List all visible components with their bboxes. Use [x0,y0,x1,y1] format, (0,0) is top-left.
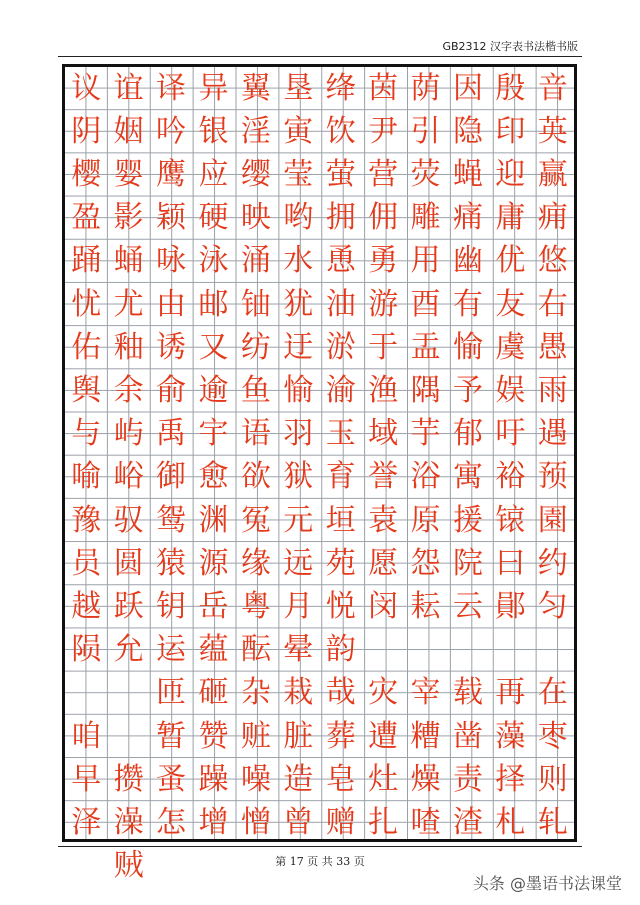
character-cell: 有 [452,286,483,322]
character-cell: 芋 [410,416,441,452]
character-cell: 愚 [537,329,568,365]
character-cell: 盈 [71,200,102,236]
character-cell: 远 [283,545,314,581]
character-cell: 咱 [71,718,102,754]
character-cell: 淤 [325,329,356,365]
character-cell: 饮 [325,113,356,149]
character-cell: 峪 [113,459,144,495]
character-cell: 营 [368,156,399,192]
character-cell: 允 [113,632,144,668]
character-cell [489,629,531,672]
character-cell: 涌 [240,243,271,279]
character-cell: 玉 [325,416,356,452]
character-cell: 匀 [537,588,568,624]
character-cell: 增 [198,804,229,840]
character-cell: 阴 [71,113,102,149]
character-cell: 陨 [71,632,102,668]
character-cell: 郁 [452,416,483,452]
character-cell: 粤 [240,588,271,624]
character-cell: 宰 [410,675,441,711]
character-cell: 猿 [156,545,187,581]
character-column [65,67,107,839]
character-cell: 鸳 [156,502,187,538]
character-cell: 铀 [240,286,271,322]
character-cell: 雕 [410,200,441,236]
character-cell: 喻 [71,459,102,495]
character-cell: 议 [71,70,102,106]
character-cell: 欲 [240,459,271,495]
character-cell: 闵 [368,588,399,624]
character-cell: 蝇 [452,156,483,192]
character-cell: 圆 [113,545,144,581]
character-cell: 蛹 [113,243,144,279]
character-cell: 浴 [410,459,441,495]
character-cell: 酉 [410,286,441,322]
character-cell: 荫 [410,70,441,106]
character-cell: 谊 [113,70,144,106]
character-column [404,67,446,839]
character-column [489,67,531,839]
character-cell: 锿 [495,502,526,538]
character-cell: 预 [537,459,568,495]
character-cell: 札 [495,804,526,840]
character-cell: 迎 [495,156,526,192]
character-cell: 域 [368,416,399,452]
character-cell: 遇 [537,416,568,452]
character-cell: 栽 [283,675,314,711]
character-cell: 钥 [156,588,187,624]
character-cell: 糟 [410,718,441,754]
character-cell: 婴 [113,156,144,192]
character-cell: 翼 [240,70,271,106]
character-cell: 恿 [325,243,356,279]
character-cell: 迂 [283,329,314,365]
character-cell: 愉 [452,329,483,365]
character-cell [362,629,404,672]
character-cell: 犹 [283,286,314,322]
character-cell: 痛 [452,200,483,236]
character-cell: 匝 [156,675,187,711]
character-cell: 脏 [283,718,314,754]
character-cell: 姻 [113,113,144,149]
character-cell: 尹 [368,113,399,149]
character-cell: 悦 [325,588,356,624]
character-cell: 雨 [537,372,568,408]
character-cell: 应 [198,156,229,192]
character-cell: 拥 [325,200,356,236]
character-cell [447,629,489,672]
character-cell: 隅 [410,372,441,408]
character-cell: 员 [71,545,102,581]
character-cell: 耘 [410,588,441,624]
character-cell: 哉 [325,675,356,711]
character-cell: 渣 [452,804,483,840]
character-cell: 荧 [410,156,441,192]
character-cell: 鹰 [156,156,187,192]
character-cell: 援 [452,502,483,538]
character-cell: 驭 [113,502,144,538]
character-cell: 佣 [368,200,399,236]
character-cell: 因 [452,70,483,106]
character-cell: 又 [198,329,229,365]
character-cell: 渝 [325,372,356,408]
character-cell: 禹 [156,416,187,452]
character-cell: 隐 [452,113,483,149]
character-cell: 尤 [113,286,144,322]
character-cell: 樱 [71,156,102,192]
character-cell: 影 [113,200,144,236]
character-cell [404,629,446,672]
character-cell: 喳 [410,804,441,840]
character-cell: 赃 [240,718,271,754]
character-cell: 萤 [325,156,356,192]
footer-rule [58,846,582,847]
character-cell: 躁 [198,761,229,797]
character-cell: 源 [198,545,229,581]
character-column [277,67,319,839]
character-cell: 择 [495,761,526,797]
character-column [107,67,149,884]
character-cell: 澡 [113,804,144,840]
character-cell: 寓 [452,459,483,495]
character-cell: 燥 [410,761,441,797]
character-cell: 引 [410,113,441,149]
character-cell: 鱼 [240,372,271,408]
character-cell [65,672,107,715]
character-cell: 云 [452,588,483,624]
character-cell: 庸 [495,200,526,236]
character-cell: 越 [71,588,102,624]
character-cell: 银 [198,113,229,149]
character-cell [107,672,149,715]
character-cell: 语 [240,416,271,452]
character-cell: 宇 [198,416,229,452]
character-cell: 幽 [452,243,483,279]
character-cell: 院 [452,545,483,581]
character-cell: 噪 [240,761,271,797]
character-cell: 与 [71,416,102,452]
character-cell: 缘 [240,545,271,581]
character-cell: 逾 [198,372,229,408]
character-cell: 颖 [156,200,187,236]
character-cell: 俞 [156,372,187,408]
character-cell: 虞 [495,329,526,365]
character-cell: 悠 [537,243,568,279]
character-cell: 釉 [113,329,144,365]
character-cell: 诱 [156,329,187,365]
header-rule [58,56,582,57]
character-cell: 泽 [71,804,102,840]
character-cell: 吁 [495,416,526,452]
character-cell: 羽 [283,416,314,452]
character-cell: 早 [71,761,102,797]
character-cell: 吟 [156,113,187,149]
character-cell: 冤 [240,502,271,538]
character-cell: 育 [325,459,356,495]
character-cell: 痈 [537,200,568,236]
character-cell: 酝 [240,632,271,668]
character-cell: 怨 [410,545,441,581]
character-cell: 映 [240,200,271,236]
character-cell: 于 [368,329,399,365]
character-cell: 茵 [368,70,399,106]
character-cell: 灾 [368,675,399,711]
character-cell: 造 [283,761,314,797]
character-cell: 御 [156,459,187,495]
character-cell: 怎 [156,804,187,840]
character-cell: 杂 [240,675,271,711]
character-cell: 纺 [240,329,271,365]
character-cell: 运 [156,632,187,668]
character-cell: 缨 [240,156,271,192]
character-cell: 邮 [198,286,229,322]
character-cell: 灶 [368,761,399,797]
character-column [362,67,404,839]
character-cell: 攒 [113,761,144,797]
character-cell: 贼 [113,848,144,884]
character-cell: 载 [452,675,483,711]
character-cell: 责 [452,761,483,797]
document-header-title: GB2312 汉字表书法楷书版 [442,40,578,53]
character-cell: 忧 [71,286,102,322]
character-cell: 赠 [325,804,356,840]
character-cell: 硬 [198,200,229,236]
character-cell: 勇 [368,243,399,279]
character-cell: 垦 [283,70,314,106]
character-cell: 踊 [71,243,102,279]
character-cell [532,629,574,672]
character-cell: 愉 [283,372,314,408]
character-cell: 则 [537,761,568,797]
character-cell: 渊 [198,502,229,538]
character-cell: 袁 [368,502,399,538]
character-cell: 泳 [198,243,229,279]
character-column [192,67,234,839]
character-cell: 皂 [325,761,356,797]
character-cell: 凿 [452,718,483,754]
character-cell: 余 [113,372,144,408]
character-cell: 愈 [198,459,229,495]
character-column [150,67,192,839]
character-cell: 娱 [495,372,526,408]
character-column [447,67,489,839]
character-cell: 岳 [198,588,229,624]
character-cell: 油 [325,286,356,322]
character-cell: 译 [156,70,187,106]
character-cell: 再 [495,675,526,711]
character-cell: 佑 [71,329,102,365]
character-cell: 淫 [240,113,271,149]
character-column [235,67,277,839]
character-cell: 垣 [325,502,356,538]
character-cell: 暂 [156,718,187,754]
character-cell: 咏 [156,243,187,279]
character-cell: 砸 [198,675,229,711]
character-cell: 原 [410,502,441,538]
character-cell: 在 [537,675,568,711]
character-cell: 葬 [325,718,356,754]
character-cell: 蕴 [198,632,229,668]
character-cell: 蚤 [156,761,187,797]
character-cell: 盂 [410,329,441,365]
character-cell: 寅 [283,113,314,149]
watermark-text: 头条 @墨语书法课堂 [472,874,622,893]
character-column [532,67,574,839]
character-cell: 鄖 [495,588,526,624]
character-cell: 憎 [240,804,271,840]
character-cell: 赢 [537,156,568,192]
page-number: 第 17 页 共 33 页 [275,855,365,868]
character-cell: 右 [537,286,568,322]
character-cell: 舆 [71,372,102,408]
character-cell: 愿 [368,545,399,581]
character-cell: 枣 [537,718,568,754]
character-cell: 英 [537,113,568,149]
character-cell: 跃 [113,588,144,624]
character-cell: 印 [495,113,526,149]
character-cell: 莹 [283,156,314,192]
character-cell: 水 [283,243,314,279]
character-cell: 友 [495,286,526,322]
character-cell: 裕 [495,459,526,495]
character-cell: 曾 [283,804,314,840]
character-cell: 苑 [325,545,356,581]
character-cell: 狱 [283,459,314,495]
character-cell: 元 [283,502,314,538]
character-cell: 轧 [537,804,568,840]
character-cell: 赞 [198,718,229,754]
character-cell: 异 [198,70,229,106]
character-cell: 晕 [283,632,314,668]
character-cell: 哟 [283,200,314,236]
character-cell: 由 [156,286,187,322]
character-cell: 月 [283,588,314,624]
character-cell: 优 [495,243,526,279]
character-cell [107,715,149,758]
character-cell: 用 [410,243,441,279]
character-column [320,67,362,839]
character-cell: 屿 [113,416,144,452]
character-cell: 園 [537,502,568,538]
character-cell: 游 [368,286,399,322]
character-cell: 予 [452,372,483,408]
character-cell: 豫 [71,502,102,538]
character-cell: 誉 [368,459,399,495]
character-cell: 扎 [368,804,399,840]
character-cell: 绛 [325,70,356,106]
character-cell: 约 [537,545,568,581]
character-cell: 曰 [495,545,526,581]
character-cell: 渔 [368,372,399,408]
character-cell: 韵 [325,632,356,668]
character-cell: 藻 [495,718,526,754]
character-cell: 殷 [495,70,526,106]
character-cell: 音 [537,70,568,106]
character-cell: 遭 [368,718,399,754]
